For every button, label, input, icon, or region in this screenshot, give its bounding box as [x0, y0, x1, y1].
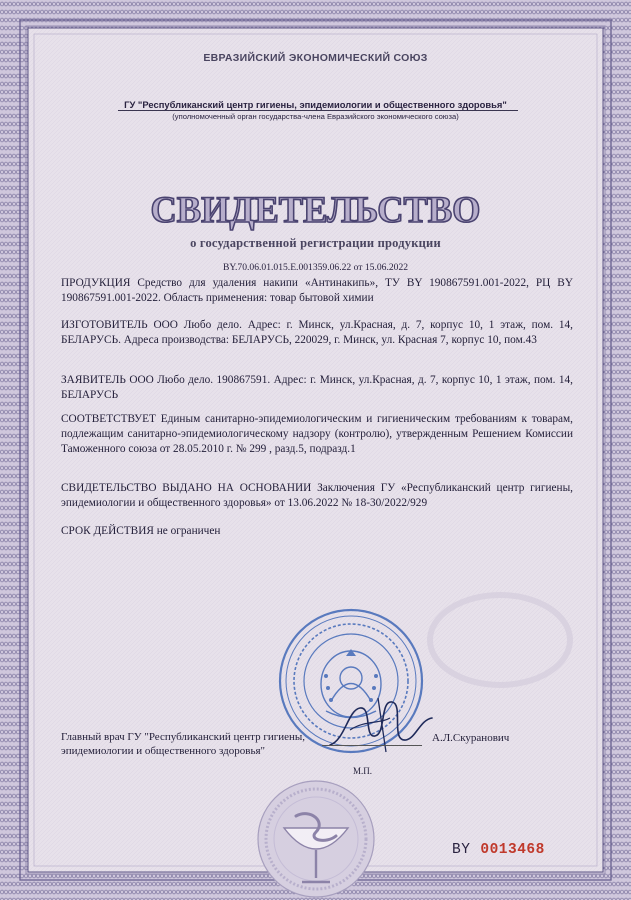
- manufacturer-text: ООО Любо дело. Адрес: г. Минск, ул.Красная, д. 7, корпус 10, 1 этаж, пом. 14, БЕЛАРУСЬ. Адреса производства: БЕЛАРУСЬ, 220029, г. Минск, ул. Красная 7, корпус 10, пом.43: [61, 319, 574, 346]
- validity-text: не ограничен: [156, 525, 221, 537]
- chief-doctor-position: Главный врач ГУ "Республиканский центр гигиены, эпидемиологии и общественного здоровья": [61, 731, 306, 757]
- product-text: Средство для удаления накипи «Антинакипь», ТУ BY 190867591.001-2022, РЦ BY 190867591.001-2022. Область применения: товар бытовой химии: [61, 277, 574, 304]
- product-section: [61, 276, 573, 306]
- manufacturer-label: ИЗГОТОВИТЕЛЬ: [61, 319, 148, 331]
- manufacturer-section: [61, 318, 573, 348]
- serial-number: [452, 842, 545, 858]
- applicant-section: [61, 373, 573, 403]
- basis-text: Заключения ГУ «Республиканский центр гигиены, эпидемиологии и общественного здоровья» от 13.06.2022 № 18-30/2022/929: [61, 482, 573, 509]
- basis-label: СВИДЕТЕЛЬСТВО ВЫДАНО НА ОСНОВАНИИ: [61, 482, 312, 494]
- signer-name: А.Л.Скуранович: [432, 732, 510, 744]
- validity-section: [61, 524, 573, 539]
- product-label: ПРОДУКЦИЯ: [61, 277, 131, 289]
- conformity-text: Единым санитарно-эпидемиологическим и гигиеническим требованиям к товарам, подлежащим санитарно-эпидемиологическому надзору (контролю), утвержденным Решением Комиссии Таможенного союза от 28.05.2010 г. № 299 , разд.5, подразд.1: [61, 413, 574, 455]
- title-text: СВИДЕТЕЛЬСТВО: [150, 190, 481, 231]
- validity-label: СРОК ДЕЙСТВИЯ: [61, 525, 154, 537]
- serial-prefix: BY: [452, 842, 471, 858]
- registration-number: BY.70.06.01.015.E.001359.06.22 от 15.06.2022: [222, 262, 409, 273]
- certificate-subtitle: о государственной регистрации продукции: [190, 236, 441, 250]
- serial-digits: 0013468: [480, 842, 545, 858]
- certificate-title: [0, 182, 631, 232]
- stamp-place-label: М.П.: [353, 766, 373, 776]
- hygieia-bowl-icon: [256, 778, 376, 900]
- authority-note: (уполномоченный орган государства-члена Евразийского экономического союза): [172, 112, 459, 121]
- authority-underline: [118, 110, 518, 111]
- authority-name: ГУ "Республиканский центр гигиены, эпидемиологии и общественного здоровья": [124, 99, 507, 110]
- signature-line: [322, 745, 422, 746]
- conformity-label: СООТВЕТСТВУЕТ: [61, 413, 156, 425]
- handwritten-signature: [320, 690, 440, 760]
- union-heading: ЕВРАЗИЙСКИЙ ЭКОНОМИЧЕСКИЙ СОЮЗ: [203, 52, 428, 64]
- basis-section: [61, 481, 573, 511]
- applicant-text: ООО Любо дело. 190867591. Адрес: г. Минск, ул.Красная, д. 7, корпус 10, 1 этаж, пом. 14, БЕЛАРУСЬ: [61, 374, 573, 401]
- conformity-section: [61, 412, 573, 457]
- applicant-label: ЗАЯВИТЕЛЬ: [61, 374, 126, 386]
